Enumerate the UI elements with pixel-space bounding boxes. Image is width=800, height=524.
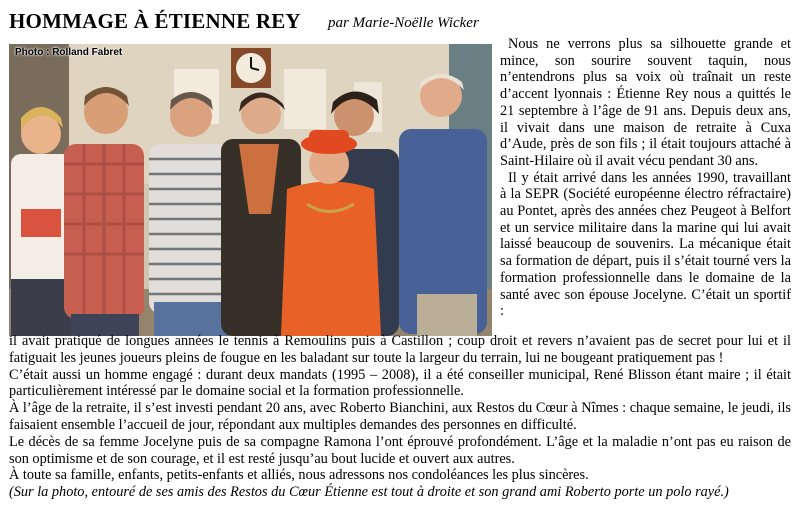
paragraph: Nous ne verrons plus sa silhouette grande et mince, son sourire souvent taquin, nous n’entendrons plus sa voix où traînait un reste d’accent lyonnais : Étienne Rey nous a quittés le 21 septembre à l’âge de 91 ans. Depuis deux ans, il vivait dans une maison de retraite à Cuxa d’Aude, près de son fils ; il était toujours attaché à Saint-Hilaire où il avait vécu pendant 30 ans. [500,36,791,169]
paragraph: À toute sa famille, enfants, petits-enfants et alliés, nous adressons nos condoléances les plus sincères. [9,467,589,484]
article-byline: par Marie-Noëlle Wicker [328,15,479,31]
paragraph: C’était aussi un homme engagé : durant deux mandats (1995 – 2008), il a été conseiller municipal, René Blisson étant maire ; il était particulièrement intéressé par le domaine social et la formation professionnelle. [9,366,791,400]
article-title: HOMMAGE À ÉTIENNE REY [9,9,301,33]
paragraph: À l’âge de la retraite, il s’est investi pendant 20 ans, avec Roberto Bianchini, aux Restos du Cœur à Nîmes : chaque semaine, le jeudi, ils faisaient ensemble l’accueil de jour, répondant aux multiples demandes des personnes en difficulté. [9,400,791,433]
photo-caption: (Sur la photo, entouré de ses amis des Restos du Cœur Étienne est tout à droite et son grand ami Roberto porte un polo rayé.) [9,484,729,501]
paragraph: il avait pratiqué de longues années le tennis à Remoulins puis à Castillon ; coup droit et revers n’avaient pas de secret pour lui et il fatiguait les jeunes joueurs pleins de fougue en les baladant sur toute la largeur du terrain, lui ne bougeant pratiquement pas ! [9,333,791,366]
right-column-text [500,36,791,320]
full-width-text [9,333,791,501]
group-photo [9,44,492,336]
group-photo-illustration [9,44,492,336]
paragraph: Il y était arrivé dans les années 1990, travaillant à la SEPR (Société européenne électro réfractaire) au Pontet, après des années chez Peugeot à Belfort et un service militaire dans la marine qui lui avait laissé beaucoup de souvenirs. La mécanique était sa formation de départ, puis il s’était tourné vers la formation professionnelle dans le domaine de la santé avec son épouse Jocelyne. C’était un sportif : [500,169,791,320]
paragraph: Le décès de sa femme Jocelyne puis de sa compagne Ramona l’ont éprouvé profondément. L’âge et la maladie n’ont pas eu raison de son optimisme et de son courage, et il est resté jusqu’au bout lucide et ouvert aux autres. [9,433,791,467]
photo-credit: Photo : Rolland Fabret [15,47,123,58]
